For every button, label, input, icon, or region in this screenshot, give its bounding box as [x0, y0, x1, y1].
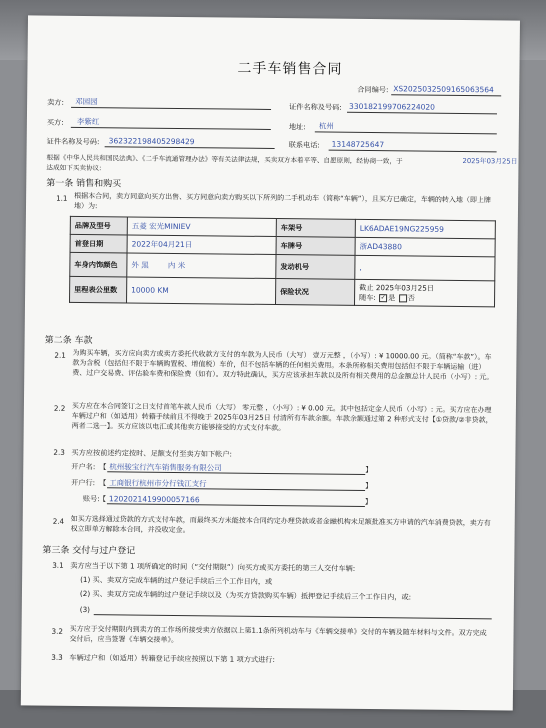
phone-value: 13148725647 — [331, 139, 385, 150]
phone-label: 联系电话: — [288, 140, 320, 150]
preamble-text: 根据《中华人民共和国民法典》、《二手车流通管理办法》等有关法律法规，买卖双方本着平等、自愿原则，经协商一致，于 — [46, 153, 403, 166]
mileage-value: 10000 KM — [127, 277, 276, 305]
seller-label: 卖方: — [47, 97, 64, 107]
bracket-close-2: 】 — [365, 480, 373, 491]
section-3-1-item3: (3) — [79, 604, 91, 615]
account-name-label: 开户名: — [71, 461, 96, 472]
reg-date-label: 首登日期 — [70, 234, 127, 253]
section-2-2-num: 2.2 — [53, 403, 66, 413]
vin-value: LK6ADAE19NG225959 — [355, 219, 495, 238]
section-3-title: 第三条 交付与过户登记 — [42, 545, 136, 557]
color-value — [127, 253, 276, 279]
bracket-open-1: 【 — [99, 462, 107, 472]
yes-label: 是 — [388, 292, 396, 302]
buyer-label: 买方: — [46, 117, 64, 127]
section-1-1-text: 根据本合同，卖方同意向买方出售、买方同意向卖方购买以下所列的二手机动车（简称“车辆”），且买方已确定，车辆的转入地（即上牌地）为: — [73, 191, 491, 211]
engine-value: , — [355, 255, 495, 280]
reg-date-value: 2022年04月21日 — [127, 235, 276, 255]
buyer-id-value: 362322198405298429 — [108, 136, 195, 147]
address-value: 杭州 — [318, 121, 334, 131]
buyer-id-label: 证件名称及号码: — [46, 136, 100, 147]
vehicle-info-table — [69, 216, 496, 307]
preamble-date: 2025年03月25日 — [462, 156, 518, 166]
contract-paper — [21, 15, 520, 710]
checkbox-no[interactable] — [399, 294, 407, 302]
engine-label: 发动机号 — [276, 255, 355, 280]
section-3-1-text: 卖方应当于以下第 1 项所确定的时间（“交付期限”）向买方或买方委托的第三人交付车辆: — [70, 560, 356, 573]
account-bank-value: 工商银行杭州市分行钱江支行 — [109, 478, 207, 489]
section-2-1-text: 为购买车辆，买方应向卖方或卖方委托代收款方支付的车款为人民币（大写） 壹万元整 ，（小写）: ¥ 10000.00 元。（简称“车款”）。车款为含税（包括但不限于车辆购置税、增值税）车价，但不包括车辆的任何相关费用。本条所称相关费用包括但不限于车辆运输（进）费、过户交易费、评估验车费和保险费（如有）。双方特此确认，买方应该承担车款以及所有相关费用的总金额总计人民币（小写）: 元。 — [72, 348, 494, 382]
section-2-2-text: 买方应在本合同签订之日支付首笔车款人民币（大写） 零元整 ，（小写）: ¥ 0.00 元。其中包括定金人民币（小写）: 元。买方应在办理车辆过户和（如适用）转籍手续前且不得晚于 2025年03月25日 付清所有车款余额。车款余额通过第 2 种形式支付【①贷款/②非贷款，两者二选一】。买方应该以电汇或其他卖方能够接受的方式支付车款。 — [71, 401, 493, 433]
insurance-label: 保险状况 — [275, 279, 354, 306]
section-2-3-num: 2.3 — [53, 447, 65, 457]
color-label: 车身内饰颜色 — [70, 252, 127, 277]
insurance-expiry: 截止 2025年03月25日 — [359, 282, 435, 293]
document-title: 二手车销售合同 — [237, 60, 343, 78]
section-1-title: 第一条 销售和购买 — [46, 178, 122, 190]
plate-value: 浙AD43880 — [355, 237, 495, 256]
section-3-3-num: 3.3 — [51, 652, 63, 662]
buyer-value: 李紫红 — [76, 116, 100, 127]
section-3-1-num: 3.1 — [52, 560, 64, 570]
section-2-4-text: 如买方选择通过贷款的方式支付车款，而最终买方未能按本合同约定办理贷款或者金融机构未足额批准买方申请的汽车消费贷款，卖方有权立即单方解除本合同，并没收定金。 — [70, 514, 491, 535]
account-no-label: 账号: — [82, 494, 100, 504]
insurance-value — [354, 279, 494, 306]
insurance-onboard — [359, 292, 490, 303]
seller-value: 邓园园 — [75, 96, 98, 107]
contract-no-label: 合同编号: — [357, 84, 389, 95]
checkbox-yes[interactable]: ✓ — [380, 293, 386, 301]
bracket-close-3: 】 — [364, 496, 373, 507]
account-no-value: 1202021419900057166 — [108, 494, 200, 505]
bracket-close-1: 】 — [365, 464, 373, 475]
section-3-1-item2: (2) 买、卖双方完成车辆的过户登记手续以及（为买方贷款购买车辆）抵押登记手续后三个工作日内，或: — [79, 588, 412, 602]
section-3-1-item1: (1) 买、卖双方完成车辆的过户登记手续后三个工作日内，或 — [80, 575, 273, 587]
insurance-onboard-label: 随车: — [359, 292, 376, 302]
section-2-4-num: 2.4 — [52, 516, 65, 526]
section-3-2-text: 买方应于交付期限内到卖方的工作场所接受卖方依据以上第1.1条所列机动车与《车辆交接单》交付的车辆及随车材料与文件。双方完成交付后，应当签署《车辆交接单》。 — [69, 624, 487, 645]
vin-label: 车架号 — [276, 219, 355, 238]
seller-id-value: 330182199706224020 — [349, 101, 436, 112]
section-2-3-text: 买方应按前述约定按时、足额支付至卖方如下帐户: — [71, 447, 233, 459]
section-1-1-num: 1.1 — [56, 193, 68, 203]
mileage-label: 里程表公里数 — [70, 276, 127, 303]
section-3-2-num: 3.2 — [51, 626, 64, 636]
contract-no-value: XS20250325091650635​64 — [393, 84, 494, 95]
color-exterior: 外 黑 — [131, 260, 149, 270]
preamble-tail: 达成如下买卖协议: — [46, 163, 102, 173]
section-2-title: 第二条 车款 — [44, 335, 93, 347]
brand-value: 五菱 宏光MINIEV — [127, 217, 276, 237]
color-interior: 内 米 — [167, 260, 186, 271]
section-3-3-text: 车辆过户和（如适用）转籍登记手续应按照以下第 1 项方式进行: — [69, 652, 275, 665]
seller-id-label: 证件名称及号码: — [289, 102, 342, 112]
account-bank-label: 开户行: — [71, 477, 96, 488]
bracket-open-2: 【 — [99, 478, 107, 488]
brand-label: 品牌及型号 — [70, 216, 127, 235]
plate-label: 车牌号 — [276, 237, 355, 256]
account-name-value: 杭州骏宝行汽车销售服务有限公司 — [109, 462, 222, 473]
address-label: 地址: — [288, 122, 306, 132]
bracket-open-3: 【 — [98, 494, 107, 504]
section-2-1-num: 2.1 — [54, 350, 66, 360]
no-label: 否 — [407, 292, 415, 302]
